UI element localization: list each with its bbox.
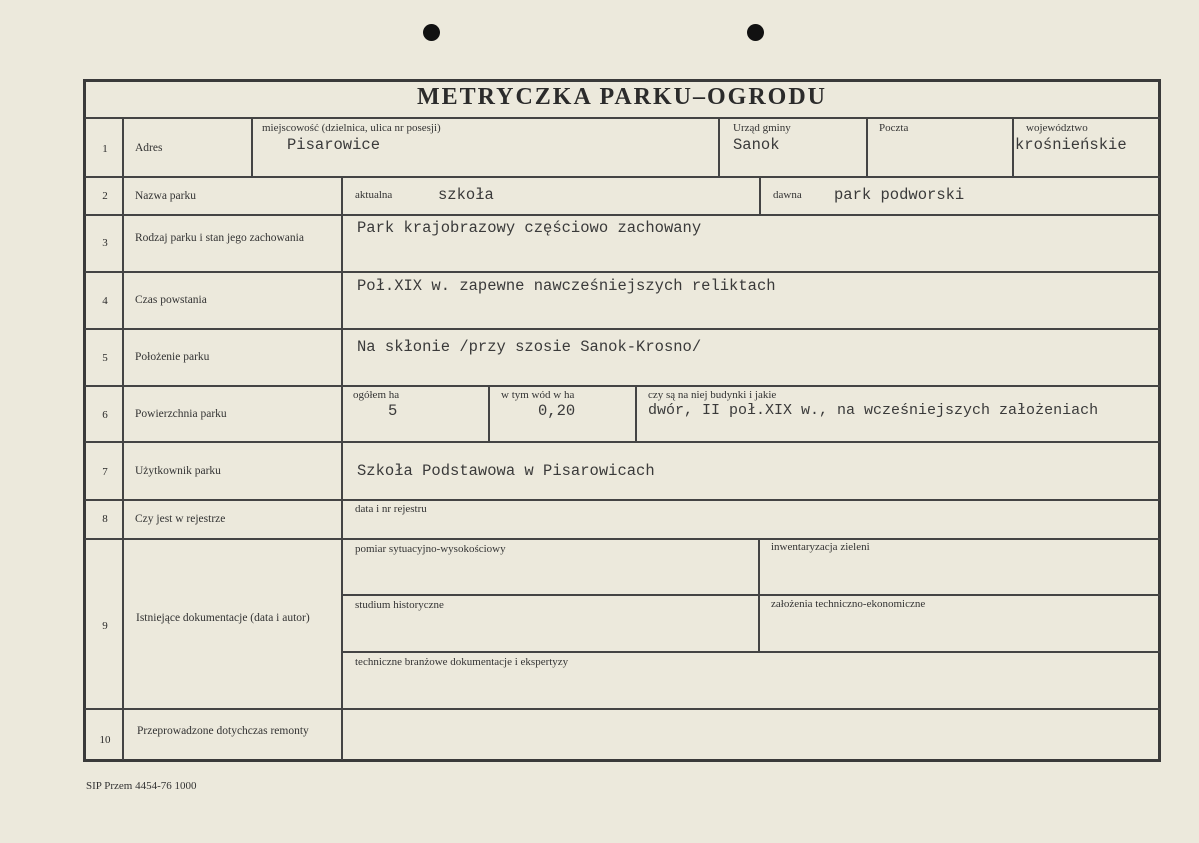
row-number: 9 <box>102 620 108 632</box>
row-divider <box>85 176 1160 178</box>
label-col-divider <box>341 177 343 760</box>
total-area-value[interactable]: 5 <box>388 402 398 420</box>
former-name-caption: dawna <box>773 189 802 201</box>
row-number: 8 <box>102 513 108 525</box>
branch-docs-caption: techniczne branżowe dokumentacje i ekspertyzy <box>355 656 569 668</box>
register-label: Czy jest w rejestrze <box>135 513 226 525</box>
park-type-value[interactable]: Park krajobrazowy częściowo zachowany <box>357 219 702 237</box>
commune-caption: Urząd gminy <box>733 122 791 134</box>
location-value[interactable]: Na skłonie /przy szosie Sanok-Krosno/ <box>357 338 702 356</box>
row-divider <box>85 499 1160 501</box>
current-name-value[interactable]: szkoła <box>438 186 494 204</box>
col-divider <box>635 386 637 441</box>
col-divider <box>718 118 720 176</box>
voivodeship-caption: województwo <box>1026 122 1088 134</box>
row-divider <box>85 214 1160 216</box>
row-number: 2 <box>102 190 108 202</box>
current-name-caption: aktualna <box>355 189 393 201</box>
print-code-footer: SIP Przem 4454-76 1000 <box>86 780 197 792</box>
col-divider <box>251 118 253 176</box>
park-type-label: Rodzaj parku i stan jego zachowania <box>135 232 304 244</box>
address-label: Adres <box>135 142 163 154</box>
row9-divider <box>342 651 1160 653</box>
total-area-caption: ogółem ha <box>353 389 400 401</box>
buildings-caption: czy są na niej budynki i jakie <box>648 389 777 401</box>
former-name-value[interactable]: park podworski <box>834 186 965 204</box>
row-divider <box>85 328 1160 330</box>
techeco-caption: założenia techniczno-ekonomiczne <box>771 598 926 610</box>
user-value[interactable]: Szkoła Podstawowa w Pisarowicach <box>357 462 655 480</box>
water-area-caption: w tym wód w ha <box>501 389 575 401</box>
punch-hole-right <box>747 24 764 41</box>
history-caption: studium historyczne <box>355 599 444 611</box>
form-frame <box>83 79 1161 762</box>
user-label: Użytkownik parku <box>135 465 221 477</box>
row-divider <box>85 385 1160 387</box>
row-number: 6 <box>102 409 108 421</box>
row-divider <box>85 538 1160 540</box>
row-divider <box>85 441 1160 443</box>
row-number: 5 <box>102 352 108 364</box>
col-divider <box>1012 118 1014 176</box>
post-caption: Poczta <box>879 122 909 134</box>
form-title: METRYCZKA PARKU–OGRODU <box>416 84 828 110</box>
row-divider <box>85 708 1160 710</box>
voivodeship-value[interactable]: krośnieńskie <box>1015 136 1127 154</box>
num-col-divider <box>122 118 124 760</box>
buildings-value[interactable]: dwór, II poł.XIX w., na wcześniejszych założeniach <box>648 402 1099 419</box>
col-divider <box>758 539 760 651</box>
location-label: Położenie parku <box>135 351 210 363</box>
col-divider <box>866 118 868 176</box>
water-area-value[interactable]: 0,20 <box>538 402 576 420</box>
row-number: 1 <box>102 143 108 155</box>
row9-divider <box>342 594 1160 596</box>
origin-time-value[interactable]: Poł.XIX w. zapewne nawcześniejszych reliktach <box>357 277 776 295</box>
area-label: Powierzchnia parku <box>135 408 227 420</box>
row-number: 7 <box>102 466 108 478</box>
row-divider <box>85 117 1160 119</box>
punch-hole-left <box>423 24 440 41</box>
locality-caption: miejscowość (dzielnica, ulica nr posesji) <box>262 122 441 134</box>
greenery-caption: inwentaryzacja zieleni <box>771 541 870 553</box>
survey-caption: pomiar sytuacyjno-wysokościowy <box>355 543 506 555</box>
commune-value[interactable]: Sanok <box>733 136 780 154</box>
locality-value[interactable]: Pisarowice <box>287 136 381 154</box>
row-number: 3 <box>102 237 108 249</box>
row-divider <box>85 271 1160 273</box>
row-number: 4 <box>102 295 108 307</box>
row-number: 10 <box>99 734 111 746</box>
col-divider <box>759 177 761 214</box>
col-divider <box>488 386 490 441</box>
register-caption: data i nr rejestru <box>355 503 427 515</box>
park-name-label: Nazwa parku <box>135 190 196 202</box>
renovations-label: Przeprowadzone dotychczas remonty <box>137 725 309 737</box>
origin-time-label: Czas powstania <box>135 294 207 306</box>
documentation-label: Istniejące dokumentacje (data i autor) <box>136 612 310 624</box>
